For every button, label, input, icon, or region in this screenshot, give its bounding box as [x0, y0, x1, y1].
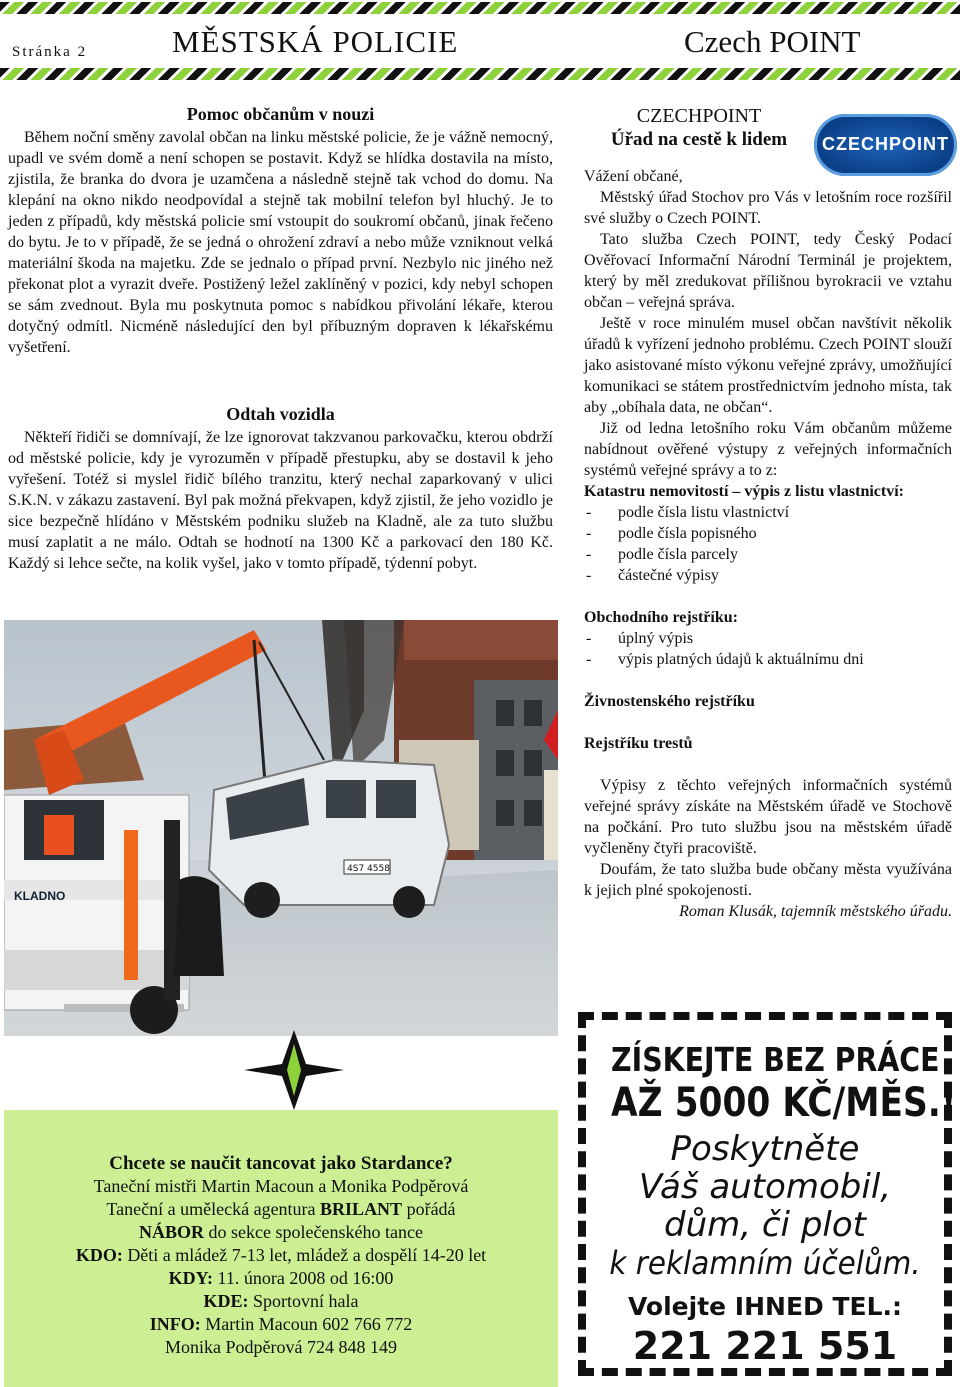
list-item: - podle čísla listu vlastnictví [584, 502, 952, 523]
ad-line-1: ZÍSKEJTE BEZ PRÁCE [611, 1040, 940, 1079]
section-title: Czech POINT [684, 24, 861, 59]
dance-line-1: Taneční mistři Martin Macoun a Monika Podpěrová [93, 1176, 469, 1196]
ad-phone: 221 221 551 [632, 1324, 898, 1368]
czechpoint-title: CZECHPOINT [636, 105, 762, 127]
advertisement [578, 1012, 957, 1376]
list-item: - částečné výpisy [584, 565, 952, 586]
dance-when-label: KDY: [168, 1268, 213, 1288]
list-item: - podle čísla popisného [584, 523, 952, 544]
list-item: - výpis platných údajů k aktuálnímu dni [584, 649, 952, 670]
page-title: MĚSTSKÁ POLICIE [172, 24, 459, 59]
cadastre-title: Katastru nemovitostí – výpis z listu vlastnictví: [584, 483, 904, 500]
list-item: - úplný výpis [584, 628, 952, 649]
cadastre-list [584, 502, 952, 586]
dance-where-value: Sportovní hala [248, 1291, 359, 1311]
dance-line-2-text: Taneční a umělecká agentura [106, 1199, 321, 1219]
dance-line-3-text: do sekce společenského tance [204, 1222, 423, 1242]
ad-line-6: k reklamním účelům. [609, 1244, 921, 1282]
czechpoint-subtitle: Úřad na cestě k lidem [610, 129, 788, 150]
truck-label: KLADNO [14, 889, 66, 903]
article-help-title: Pomoc občanům v nouzi [186, 104, 375, 124]
ad-line-5: dům, či plot [664, 1205, 866, 1245]
dance-line-3 [4, 1221, 558, 1244]
commercial-register-list [584, 628, 952, 670]
towing-photo-image [4, 620, 558, 1036]
article-help [8, 104, 553, 358]
dance-where-label: KDE: [203, 1291, 249, 1311]
dance-announcement [4, 1070, 558, 1387]
dance-who-value: Děti a mládež 7-13 let, mládež a dospělí 14-20 let [122, 1245, 487, 1265]
dance-title: Chcete se naučit tancovat jako Stardance? [109, 1153, 453, 1174]
ad-line-7: Volejte IHNED TEL.: [627, 1292, 903, 1321]
article-towing-body: Někteří řidiči se domnívají, že lze ignorovat takzvanou parkovačku, kterou obdrží od městské policie, kdy je vyrozuměn v případě přestupku, aby se dostavil k jeho vyřešení. Totéž si myslel řidič bílého tranzitu, který nechal zaparkovaný v ulici S.K.N. v zákazu zastavení. Byl pak možná překvapen, když zjistil, že jeho vozidlo je sice bezpečně hlídáno v Městském podniku služeb na Kladně, ale za tuto službu musí zaplatit a ne málo. Odtah se hodnotí na 1300 Kč a parkovací den 180 Kč. Každý si lehce sečte, na kolik vyšel, jako v tomto případě, týdenní pobyt. [8, 429, 553, 572]
czechpoint-logo-text: CZECHPOINT [822, 134, 949, 154]
czechpoint-paragraph-4: Již od ledna letošního roku Vám občanům můžeme nabídnout ověřené výstupy z veřejných informačních systémů veřejné správy a to z: [584, 420, 952, 479]
czechpoint-paragraph-6: Doufám, že tato služba bude občany města využívána k jejich plné spokojenosti. [584, 861, 952, 899]
dance-info-value: Martin Macoun 602 766 772 [200, 1314, 413, 1334]
dance-where [4, 1290, 558, 1313]
dance-who [4, 1244, 558, 1267]
dance-when [4, 1267, 558, 1290]
czechpoint-paragraph-5: Výpisy z těchto veřejných informačních systémů veřejné správy získáte na Městském úřadě ve Stochově na počkání. Pro tuto službu jsou na městském úřadě vyčleněny čtyři pracoviště. [584, 777, 952, 857]
czechpoint-logo [814, 114, 957, 176]
ad-line-3: Poskytněte [670, 1129, 860, 1169]
dance-line-2-end: pořádá [402, 1199, 456, 1219]
page-label: Stránka 2 [12, 44, 88, 60]
dance-when-value: 11. února 2008 od 16:00 [213, 1268, 394, 1288]
commercial-register-title: Obchodního rejstříku: [584, 609, 738, 626]
dance-recruitment-label: NÁBOR [139, 1222, 205, 1242]
czechpoint-paragraph-2: Tato služba Czech POINT, tedy Český Podací Ověřovací Informační Národní Terminál je projektem, který by měl zredukovat přílišnou byrokracii ve vztahu občan – veřejná správa. [584, 231, 952, 311]
compass-star-icon [4, 1030, 558, 1110]
czechpoint-paragraph-3: Ještě v roce minulém musel občan navštívit několik úřadů k vyřízení jednoho problému. Czech POINT slouží jako asistované místo výkonu veřejné zprávy, umožňující komunikaci se státem prostřednictvím jednoho místa, tak aby „obíhala data, ne občan“. [584, 315, 952, 416]
article-help-body: Během noční směny zavolal občan na linku městské policie, že je vážně nemocný, upadl ve svém domě a není schopen se postavit. Když se hlídka dostavila na místo, zjistila, že branka do dvora je uzamčena a následně stejně tak vchod do domu. Na klepání na okno nikdo neodpovídal a stejně tak mobilní telefon byl hluchý. Je to jeden z případů, kdy městská policie smí vstoupit do soukromí občanů, jinak řečeno do bytu. Je to v případě, že se jedná o ohrožení zdraví a nebo může vzniknout velká materiální škoda na majetku. Zde se jednalo o případ první. Nezbylo nic jiného než překonat plot a vyrazit dveře. Postižený ležel zaklíněný v pozici, kdy nebyl schopen se sám zvednout. Byla mu poskytnuta pomoc s nabídkou přivolání lékaře, kterou dotyčný odmítl. Nicméně následující den byl příbuzným dopraven k lékařskému vyšetření. [8, 129, 553, 356]
dance-agency-name: BRILANT [320, 1199, 403, 1219]
van [209, 760, 449, 918]
ad-line-2: AŽ 5000 KČ/MĚS.! [611, 1080, 957, 1126]
dance-info-label: INFO: [149, 1314, 201, 1334]
dance-line-2 [4, 1198, 558, 1221]
article-towing [8, 404, 553, 574]
dance-info-2: Monika Podpěrová 724 848 149 [165, 1337, 397, 1357]
header-band-top [0, 2, 960, 14]
dance-who-label: KDO: [75, 1245, 123, 1265]
article-towing-title: Odtah vozidla [226, 404, 335, 424]
dance-info [4, 1313, 558, 1336]
trade-register-title: Živnostenského rejstříku [584, 693, 755, 710]
ad-line-4: Váš automobil, [638, 1167, 892, 1207]
czechpoint-signature: Roman Klusák, tajemník městského úřadu. [679, 903, 952, 920]
header-band-bottom [0, 68, 960, 80]
towing-photo [4, 620, 558, 1036]
czechpoint-paragraph-1: Městský úřad Stochov pro Vás v letošním roce rozšířil své služby o Czech POINT. [584, 189, 952, 227]
list-item: - podle čísla parcely [584, 544, 952, 565]
van-plate: 4S7 4558 [347, 864, 390, 874]
truck [4, 795, 189, 1034]
czechpoint-article [584, 106, 952, 922]
czechpoint-greeting: Vážení občané, [584, 168, 683, 185]
criminal-register-title: Rejstříku trestů [584, 735, 693, 752]
